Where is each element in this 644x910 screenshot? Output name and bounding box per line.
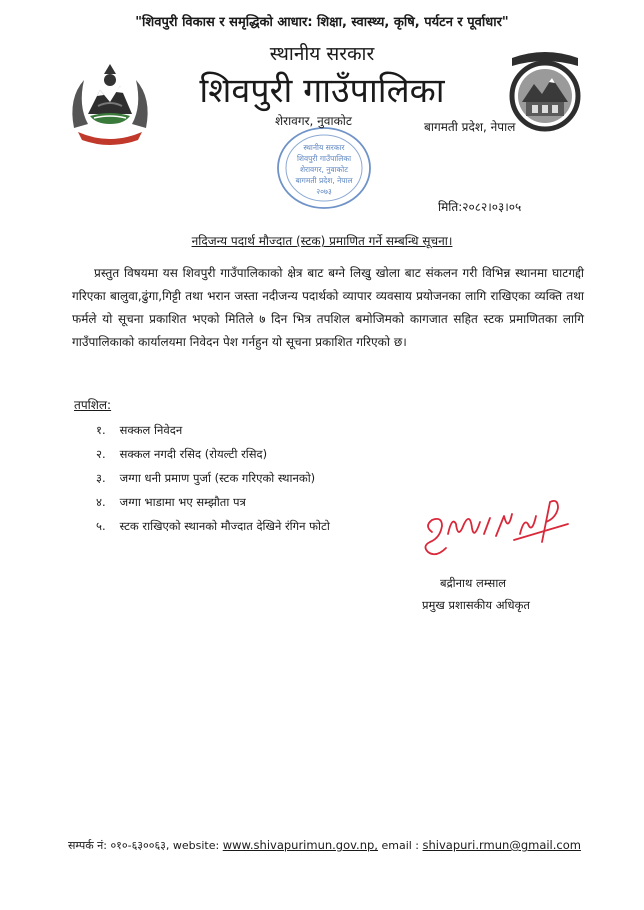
details-heading: तपशिल: <box>74 398 112 412</box>
list-item <box>96 466 330 490</box>
handwritten-signature <box>418 494 576 568</box>
contact-footer <box>68 838 581 853</box>
list-item-text: जग्गा भाडामा भए सम्झौता पत्र <box>119 495 246 509</box>
email-label: email : <box>381 839 420 852</box>
website-link[interactable]: www.shivapurimun.gov.np, <box>222 838 378 852</box>
municipality-name: शिवपुरी गाउँपालिका <box>199 71 445 111</box>
list-item-number: ४. <box>96 495 106 509</box>
stamp-line-1: स्थानीय सरकार <box>303 143 345 152</box>
list-item <box>96 490 330 514</box>
stamp-line-4: बागमती प्रदेश, नेपाल <box>295 176 353 185</box>
email-link[interactable]: shivapuri.rmun@gmail.com <box>422 838 581 852</box>
slogan: "शिवपुरी विकास र समृद्धिको आधार: शिक्षा, स्वास्थ्य, कृषि, पर्यटन र पूर्वाधार" <box>135 15 509 30</box>
municipality-address: शेरावगर, नुवाकोट <box>275 114 352 128</box>
website-label: website: <box>172 839 220 852</box>
list-item-number: ३. <box>96 471 106 485</box>
province-label: बागमती प्रदेश, नेपाल <box>424 120 516 134</box>
signatory-title: प्रमुख प्रशासकीय अधिकृत <box>422 598 530 612</box>
notice-body: प्रस्तुत विषयमा यस शिवपुरी गाउँपालिकाको क्षेत्र बाट बग्ने लिखु खोला बाट संकलन गरी विभिन्न स्थानमा घाटगद्दी गरिएका बालुवा,ढुंगा,गिट्टी तथा भरान जस्ता नदीजन्य पदार्थको व्यापार व्यवसाय प्रयोजनका लागि राखिएका व्यक्ति तथा फर्मले यो सूचना प्रकाशित भएको मितिले ७ दिन भित्र तपशिल बमोजिमको कागजात सहित स्टक प्रमाणितका लागि गाउँपालिकाको कार्यालयमा निवेदन पेश गर्नहुन यो सूचना प्रकाशित गरिएको छ। <box>72 266 584 349</box>
municipality-logo-icon <box>506 44 584 136</box>
office-stamp <box>272 120 376 214</box>
list-item <box>96 514 330 538</box>
list-item <box>96 418 330 442</box>
stamp-line-2: शिवपुरी गाउँपालिका <box>296 154 352 163</box>
list-item-text: जग्गा धनी प्रमाण पुर्जा (स्टक गरिएको स्थानको) <box>119 471 316 485</box>
list-item <box>96 442 330 466</box>
required-documents-list <box>96 418 330 538</box>
signatory-name: बद्रीनाथ लम्साल <box>440 576 507 590</box>
notice-subject: नदिजन्य पदार्थ मौज्दात (स्टक) प्रमाणित गर्ने सम्बन्धि सूचना। <box>191 234 453 248</box>
list-item-text: सक्कल नगदी रसिद (रोयल्टी रसिद) <box>119 447 268 461</box>
list-item-text: स्टक राखिएको स्थानको मौज्दात देखिने रंगिन फोटो <box>119 519 330 533</box>
list-item-number: २. <box>96 447 106 461</box>
list-item-number: ५. <box>96 519 106 533</box>
list-item-number: १. <box>96 423 106 437</box>
government-label: स्थानीय सरकार <box>269 43 375 65</box>
nepal-emblem-icon <box>64 58 156 150</box>
contact-phone: सम्पर्क नं: ०१०-६३००६३, <box>68 839 170 852</box>
list-item-text: सक्कल निवेदन <box>119 423 183 437</box>
stamp-line-3: शेरावगर, नुवाकोट <box>299 165 349 174</box>
stamp-line-5: २०७३ <box>316 187 332 196</box>
notice-date: मिति:२०८२।०३।०५ <box>438 200 522 214</box>
